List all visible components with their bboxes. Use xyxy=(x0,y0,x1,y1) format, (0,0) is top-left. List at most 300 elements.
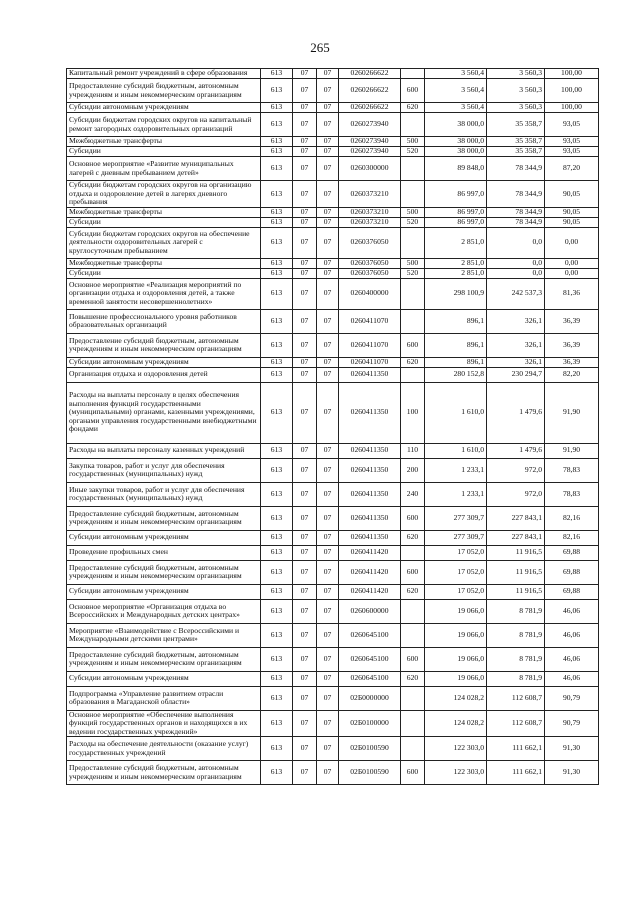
plan-amount-cell: 38 000,0 xyxy=(425,147,487,157)
table-row xyxy=(67,137,599,147)
expense-type-cell: 600 xyxy=(401,79,425,103)
target-code-cell: 0260411350 xyxy=(339,506,401,530)
target-code-cell: 02Б0100590 xyxy=(339,737,401,761)
section-code-cell: 07 xyxy=(293,482,317,506)
item-name-cell: Предоставление субсидий бюджетным, автономным учреждениям и иным некоммерческим организациям xyxy=(67,647,261,671)
table-row xyxy=(67,761,599,785)
item-name-cell: Закупка товаров, работ и услуг для обеспечения государственных (муниципальных) нужд xyxy=(67,458,261,482)
item-name-cell: Организация отдыха и оздоровления детей xyxy=(67,367,261,382)
table-row xyxy=(67,367,599,382)
target-code-cell: 0260411350 xyxy=(339,530,401,545)
plan-amount-cell: 86 997,0 xyxy=(425,207,487,217)
subsection-code-cell: 07 xyxy=(317,333,339,357)
execution-percent-cell: 91,90 xyxy=(545,382,599,443)
section-code-cell: 07 xyxy=(293,103,317,113)
plan-amount-cell: 17 052,0 xyxy=(425,560,487,584)
plan-amount-cell: 896,1 xyxy=(425,333,487,357)
execution-percent-cell: 90,05 xyxy=(545,217,599,227)
item-name-cell: Предоставление субсидий бюджетным, автономным учреждениям и иным некоммерческим организациям xyxy=(67,79,261,103)
actual-amount-cell: 8 781,9 xyxy=(487,647,545,671)
department-code-cell: 613 xyxy=(261,382,293,443)
target-code-cell: 02Б0100590 xyxy=(339,761,401,785)
subsection-code-cell: 07 xyxy=(317,671,339,686)
expense-type-cell: 520 xyxy=(401,147,425,157)
execution-percent-cell: 90,79 xyxy=(545,686,599,710)
target-code-cell: 0260411350 xyxy=(339,367,401,382)
actual-amount-cell: 8 781,9 xyxy=(487,623,545,647)
target-code-cell: 0260273940 xyxy=(339,113,401,137)
expense-type-cell xyxy=(401,113,425,137)
expense-type-cell xyxy=(401,686,425,710)
section-code-cell: 07 xyxy=(293,623,317,647)
target-code-cell: 0260411350 xyxy=(339,382,401,443)
subsection-code-cell: 07 xyxy=(317,737,339,761)
table-row xyxy=(67,113,599,137)
table-row xyxy=(67,207,599,217)
target-code-cell: 02Б0000000 xyxy=(339,686,401,710)
plan-amount-cell: 122 303,0 xyxy=(425,737,487,761)
actual-amount-cell: 11 916,5 xyxy=(487,560,545,584)
item-name-cell: Субсидии xyxy=(67,268,261,278)
plan-amount-cell: 19 066,0 xyxy=(425,599,487,623)
department-code-cell: 613 xyxy=(261,458,293,482)
execution-percent-cell: 69,88 xyxy=(545,560,599,584)
expense-type-cell: 600 xyxy=(401,333,425,357)
expense-type-cell: 620 xyxy=(401,530,425,545)
actual-amount-cell: 972,0 xyxy=(487,458,545,482)
table-row xyxy=(67,506,599,530)
table-row xyxy=(67,482,599,506)
execution-percent-cell: 36,39 xyxy=(545,333,599,357)
item-name-cell: Предоставление субсидий бюджетным, автономным учреждениям и иным некоммерческим организациям xyxy=(67,761,261,785)
section-code-cell: 07 xyxy=(293,506,317,530)
section-code-cell: 07 xyxy=(293,333,317,357)
item-name-cell: Субсидии автономным учреждениям xyxy=(67,357,261,367)
plan-amount-cell: 280 152,8 xyxy=(425,367,487,382)
table-row xyxy=(67,103,599,113)
actual-amount-cell: 8 781,9 xyxy=(487,671,545,686)
actual-amount-cell: 3 560,3 xyxy=(487,69,545,79)
subsection-code-cell: 07 xyxy=(317,69,339,79)
section-code-cell: 07 xyxy=(293,137,317,147)
execution-percent-cell: 100,00 xyxy=(545,79,599,103)
plan-amount-cell: 2 851,0 xyxy=(425,227,487,258)
section-code-cell: 07 xyxy=(293,357,317,367)
department-code-cell: 613 xyxy=(261,217,293,227)
subsection-code-cell: 07 xyxy=(317,217,339,227)
section-code-cell: 07 xyxy=(293,258,317,268)
execution-percent-cell: 93,05 xyxy=(545,147,599,157)
item-name-cell: Расходы на выплаты персоналу в целях обеспечения выполнения функций государственными (муниципальными) органами, казенными учреждениями, органами управления государственными внебюджетными фондами xyxy=(67,382,261,443)
actual-amount-cell: 0,0 xyxy=(487,268,545,278)
execution-percent-cell: 0,00 xyxy=(545,258,599,268)
table-row xyxy=(67,79,599,103)
target-code-cell: 0260645100 xyxy=(339,623,401,647)
subsection-code-cell: 07 xyxy=(317,599,339,623)
department-code-cell: 613 xyxy=(261,333,293,357)
expense-type-cell: 600 xyxy=(401,761,425,785)
table-row xyxy=(67,647,599,671)
plan-amount-cell: 277 309,7 xyxy=(425,506,487,530)
plan-amount-cell: 3 560,4 xyxy=(425,69,487,79)
plan-amount-cell: 1 610,0 xyxy=(425,382,487,443)
department-code-cell: 613 xyxy=(261,207,293,217)
expense-type-cell xyxy=(401,157,425,181)
target-code-cell: 0260376050 xyxy=(339,268,401,278)
table-row xyxy=(67,227,599,258)
item-name-cell: Проведение профильных смен xyxy=(67,545,261,560)
department-code-cell: 613 xyxy=(261,584,293,599)
department-code-cell: 613 xyxy=(261,530,293,545)
expense-type-cell: 110 xyxy=(401,443,425,458)
section-code-cell: 07 xyxy=(293,157,317,181)
target-code-cell: 0260376050 xyxy=(339,227,401,258)
expense-type-cell xyxy=(401,545,425,560)
target-code-cell: 0260411350 xyxy=(339,443,401,458)
item-name-cell: Предоставление субсидий бюджетным, автономным учреждениям и иным некоммерческим организациям xyxy=(67,560,261,584)
table-row xyxy=(67,584,599,599)
section-code-cell: 07 xyxy=(293,545,317,560)
expense-type-cell: 200 xyxy=(401,458,425,482)
execution-percent-cell: 46,06 xyxy=(545,647,599,671)
subsection-code-cell: 07 xyxy=(317,482,339,506)
actual-amount-cell: 11 916,5 xyxy=(487,545,545,560)
expense-type-cell: 620 xyxy=(401,103,425,113)
item-name-cell: Субсидии автономным учреждениям xyxy=(67,671,261,686)
subsection-code-cell: 07 xyxy=(317,181,339,208)
section-code-cell: 07 xyxy=(293,647,317,671)
target-code-cell: 02Б0100000 xyxy=(339,710,401,737)
subsection-code-cell: 07 xyxy=(317,227,339,258)
actual-amount-cell: 78 344,9 xyxy=(487,207,545,217)
table-row xyxy=(67,258,599,268)
target-code-cell: 0260273940 xyxy=(339,137,401,147)
department-code-cell: 613 xyxy=(261,258,293,268)
table-row xyxy=(67,309,599,333)
expense-type-cell: 500 xyxy=(401,258,425,268)
item-name-cell: Повышение профессионального уровня работников образовательных организаций xyxy=(67,309,261,333)
item-name-cell: Субсидии автономным учреждениям xyxy=(67,584,261,599)
target-code-cell: 0260411070 xyxy=(339,357,401,367)
plan-amount-cell: 1 233,1 xyxy=(425,458,487,482)
department-code-cell: 613 xyxy=(261,157,293,181)
item-name-cell: Иные закупки товаров, работ и услуг для обеспечения государственных (муниципальных) нужд xyxy=(67,482,261,506)
expense-type-cell: 240 xyxy=(401,482,425,506)
section-code-cell: 07 xyxy=(293,217,317,227)
plan-amount-cell: 86 997,0 xyxy=(425,181,487,208)
section-code-cell: 07 xyxy=(293,181,317,208)
department-code-cell: 613 xyxy=(261,137,293,147)
target-code-cell: 0260400000 xyxy=(339,278,401,309)
plan-amount-cell: 2 851,0 xyxy=(425,258,487,268)
expense-type-cell: 600 xyxy=(401,560,425,584)
target-code-cell: 0260376050 xyxy=(339,258,401,268)
item-name-cell: Межбюджетные трансферты xyxy=(67,207,261,217)
subsection-code-cell: 07 xyxy=(317,647,339,671)
subsection-code-cell: 07 xyxy=(317,367,339,382)
department-code-cell: 613 xyxy=(261,761,293,785)
subsection-code-cell: 07 xyxy=(317,137,339,147)
execution-percent-cell: 90,79 xyxy=(545,710,599,737)
actual-amount-cell: 242 537,3 xyxy=(487,278,545,309)
department-code-cell: 613 xyxy=(261,599,293,623)
execution-percent-cell: 46,06 xyxy=(545,623,599,647)
table-row xyxy=(67,443,599,458)
department-code-cell: 613 xyxy=(261,545,293,560)
table-row xyxy=(67,710,599,737)
subsection-code-cell: 07 xyxy=(317,443,339,458)
plan-amount-cell: 298 100,9 xyxy=(425,278,487,309)
item-name-cell: Субсидии бюджетам городских округов на организацию отдыха и оздоровление детей в лагерях дневного пребывания xyxy=(67,181,261,208)
section-code-cell: 07 xyxy=(293,227,317,258)
execution-percent-cell: 91,30 xyxy=(545,761,599,785)
plan-amount-cell: 896,1 xyxy=(425,309,487,333)
plan-amount-cell: 3 560,4 xyxy=(425,103,487,113)
item-name-cell: Субсидии xyxy=(67,147,261,157)
section-code-cell: 07 xyxy=(293,278,317,309)
section-code-cell: 07 xyxy=(293,710,317,737)
subsection-code-cell: 07 xyxy=(317,560,339,584)
table-row xyxy=(67,217,599,227)
item-name-cell: Межбюджетные трансферты xyxy=(67,137,261,147)
target-code-cell: 0260411420 xyxy=(339,560,401,584)
table-row xyxy=(67,671,599,686)
actual-amount-cell: 35 358,7 xyxy=(487,113,545,137)
plan-amount-cell: 3 560,4 xyxy=(425,79,487,103)
department-code-cell: 613 xyxy=(261,623,293,647)
target-code-cell: 0260411420 xyxy=(339,545,401,560)
expense-type-cell xyxy=(401,710,425,737)
section-code-cell: 07 xyxy=(293,599,317,623)
actual-amount-cell: 326,1 xyxy=(487,357,545,367)
target-code-cell: 0260373210 xyxy=(339,217,401,227)
actual-amount-cell: 3 560,3 xyxy=(487,103,545,113)
department-code-cell: 613 xyxy=(261,69,293,79)
subsection-code-cell: 07 xyxy=(317,686,339,710)
section-code-cell: 07 xyxy=(293,584,317,599)
item-name-cell: Субсидии автономным учреждениям xyxy=(67,530,261,545)
execution-percent-cell: 82,16 xyxy=(545,530,599,545)
table-row xyxy=(67,382,599,443)
subsection-code-cell: 07 xyxy=(317,268,339,278)
plan-amount-cell: 1 610,0 xyxy=(425,443,487,458)
department-code-cell: 613 xyxy=(261,268,293,278)
item-name-cell: Основное мероприятие «Развитие муниципальных лагерей с дневным пребыванием детей» xyxy=(67,157,261,181)
plan-amount-cell: 19 066,0 xyxy=(425,647,487,671)
plan-amount-cell: 896,1 xyxy=(425,357,487,367)
expense-type-cell xyxy=(401,69,425,79)
expense-type-cell xyxy=(401,309,425,333)
expense-type-cell: 620 xyxy=(401,584,425,599)
execution-percent-cell: 100,00 xyxy=(545,103,599,113)
actual-amount-cell: 326,1 xyxy=(487,309,545,333)
expense-type-cell xyxy=(401,278,425,309)
actual-amount-cell: 972,0 xyxy=(487,482,545,506)
expense-type-cell: 620 xyxy=(401,671,425,686)
table-row xyxy=(67,157,599,181)
plan-amount-cell: 124 028,2 xyxy=(425,686,487,710)
plan-amount-cell: 38 000,0 xyxy=(425,137,487,147)
target-code-cell: 0260600000 xyxy=(339,599,401,623)
target-code-cell: 0260411070 xyxy=(339,333,401,357)
execution-percent-cell: 46,06 xyxy=(545,671,599,686)
actual-amount-cell: 227 843,1 xyxy=(487,506,545,530)
department-code-cell: 613 xyxy=(261,278,293,309)
actual-amount-cell: 326,1 xyxy=(487,333,545,357)
expense-type-cell: 520 xyxy=(401,268,425,278)
department-code-cell: 613 xyxy=(261,103,293,113)
section-code-cell: 07 xyxy=(293,560,317,584)
item-name-cell: Основное мероприятие «Организация отдыха во Всероссийских и Международных детских центрах» xyxy=(67,599,261,623)
department-code-cell: 613 xyxy=(261,309,293,333)
execution-percent-cell: 90,05 xyxy=(545,181,599,208)
target-code-cell: 0260411420 xyxy=(339,584,401,599)
plan-amount-cell: 89 848,0 xyxy=(425,157,487,181)
table-row xyxy=(67,560,599,584)
department-code-cell: 613 xyxy=(261,560,293,584)
section-code-cell: 07 xyxy=(293,309,317,333)
plan-amount-cell: 1 233,1 xyxy=(425,482,487,506)
department-code-cell: 613 xyxy=(261,710,293,737)
target-code-cell: 0260266622 xyxy=(339,69,401,79)
subsection-code-cell: 07 xyxy=(317,545,339,560)
subsection-code-cell: 07 xyxy=(317,278,339,309)
actual-amount-cell: 1 479,6 xyxy=(487,382,545,443)
plan-amount-cell: 19 066,0 xyxy=(425,623,487,647)
execution-percent-cell: 82,16 xyxy=(545,506,599,530)
subsection-code-cell: 07 xyxy=(317,103,339,113)
target-code-cell: 0260645100 xyxy=(339,671,401,686)
table-row xyxy=(67,181,599,208)
subsection-code-cell: 07 xyxy=(317,530,339,545)
execution-percent-cell: 91,90 xyxy=(545,443,599,458)
target-code-cell: 0260266622 xyxy=(339,79,401,103)
department-code-cell: 613 xyxy=(261,227,293,258)
subsection-code-cell: 07 xyxy=(317,207,339,217)
actual-amount-cell: 111 662,1 xyxy=(487,737,545,761)
target-code-cell: 0260645100 xyxy=(339,647,401,671)
execution-percent-cell: 78,83 xyxy=(545,458,599,482)
actual-amount-cell: 227 843,1 xyxy=(487,530,545,545)
item-name-cell: Субсидии автономным учреждениям xyxy=(67,103,261,113)
execution-percent-cell: 91,30 xyxy=(545,737,599,761)
department-code-cell: 613 xyxy=(261,147,293,157)
item-name-cell: Капитальный ремонт учреждений в сфере образования xyxy=(67,69,261,79)
department-code-cell: 613 xyxy=(261,482,293,506)
plan-amount-cell: 17 052,0 xyxy=(425,584,487,599)
actual-amount-cell: 8 781,9 xyxy=(487,599,545,623)
execution-percent-cell: 100,00 xyxy=(545,69,599,79)
section-code-cell: 07 xyxy=(293,147,317,157)
department-code-cell: 613 xyxy=(261,443,293,458)
item-name-cell: Подпрограмма «Управление развитием отрасли образования в Магаданской области» xyxy=(67,686,261,710)
actual-amount-cell: 230 294,7 xyxy=(487,367,545,382)
table-row xyxy=(67,333,599,357)
target-code-cell: 0260273940 xyxy=(339,147,401,157)
target-code-cell: 0260373210 xyxy=(339,207,401,217)
item-name-cell: Расходы на обеспечение деятельности (оказание услуг) государственных учреждений xyxy=(67,737,261,761)
expense-type-cell xyxy=(401,227,425,258)
item-name-cell: Предоставление субсидий бюджетным, автономным учреждениям и иным некоммерческим организациям xyxy=(67,333,261,357)
execution-percent-cell: 69,88 xyxy=(545,545,599,560)
item-name-cell: Субсидии xyxy=(67,217,261,227)
expense-type-cell xyxy=(401,181,425,208)
section-code-cell: 07 xyxy=(293,367,317,382)
subsection-code-cell: 07 xyxy=(317,357,339,367)
item-name-cell: Мероприятие «Взаимодействие с Всероссийскими и Международными детскими центрами» xyxy=(67,623,261,647)
department-code-cell: 613 xyxy=(261,671,293,686)
expense-type-cell xyxy=(401,367,425,382)
item-name-cell: Субсидии бюджетам городских округов на обеспечение деятельности оздоровительных лагерей с круглосуточным пребыванием xyxy=(67,227,261,258)
section-code-cell: 07 xyxy=(293,207,317,217)
section-code-cell: 07 xyxy=(293,69,317,79)
section-code-cell: 07 xyxy=(293,530,317,545)
expense-type-cell: 520 xyxy=(401,217,425,227)
execution-percent-cell: 46,06 xyxy=(545,599,599,623)
subsection-code-cell: 07 xyxy=(317,79,339,103)
table-row xyxy=(67,686,599,710)
table-row xyxy=(67,357,599,367)
expense-type-cell: 500 xyxy=(401,137,425,147)
actual-amount-cell: 112 608,7 xyxy=(487,710,545,737)
execution-percent-cell: 0,00 xyxy=(545,227,599,258)
department-code-cell: 613 xyxy=(261,647,293,671)
subsection-code-cell: 07 xyxy=(317,458,339,482)
expense-type-cell xyxy=(401,623,425,647)
section-code-cell: 07 xyxy=(293,79,317,103)
section-code-cell: 07 xyxy=(293,113,317,137)
actual-amount-cell: 35 358,7 xyxy=(487,137,545,147)
table-body xyxy=(67,69,599,785)
actual-amount-cell: 0,0 xyxy=(487,258,545,268)
expense-type-cell: 100 xyxy=(401,382,425,443)
target-code-cell: 0260411350 xyxy=(339,458,401,482)
plan-amount-cell: 2 851,0 xyxy=(425,268,487,278)
execution-percent-cell: 90,05 xyxy=(545,207,599,217)
execution-percent-cell: 36,39 xyxy=(545,357,599,367)
execution-percent-cell: 36,39 xyxy=(545,309,599,333)
expense-type-cell xyxy=(401,599,425,623)
table-row xyxy=(67,458,599,482)
subsection-code-cell: 07 xyxy=(317,761,339,785)
table-row xyxy=(67,69,599,79)
section-code-cell: 07 xyxy=(293,761,317,785)
subsection-code-cell: 07 xyxy=(317,147,339,157)
target-code-cell: 0260266622 xyxy=(339,103,401,113)
target-code-cell: 0260300000 xyxy=(339,157,401,181)
subsection-code-cell: 07 xyxy=(317,710,339,737)
table-row xyxy=(67,545,599,560)
section-code-cell: 07 xyxy=(293,443,317,458)
actual-amount-cell: 78 344,9 xyxy=(487,217,545,227)
department-code-cell: 613 xyxy=(261,686,293,710)
expense-type-cell: 600 xyxy=(401,647,425,671)
department-code-cell: 613 xyxy=(261,737,293,761)
actual-amount-cell: 11 916,5 xyxy=(487,584,545,599)
subsection-code-cell: 07 xyxy=(317,584,339,599)
table-row xyxy=(67,623,599,647)
section-code-cell: 07 xyxy=(293,268,317,278)
plan-amount-cell: 277 309,7 xyxy=(425,530,487,545)
execution-percent-cell: 87,20 xyxy=(545,157,599,181)
plan-amount-cell: 19 066,0 xyxy=(425,671,487,686)
item-name-cell: Предоставление субсидий бюджетным, автономным учреждениям и иным некоммерческим организациям xyxy=(67,506,261,530)
execution-percent-cell: 93,05 xyxy=(545,137,599,147)
department-code-cell: 613 xyxy=(261,506,293,530)
plan-amount-cell: 122 303,0 xyxy=(425,761,487,785)
execution-percent-cell: 93,05 xyxy=(545,113,599,137)
execution-percent-cell: 0,00 xyxy=(545,268,599,278)
